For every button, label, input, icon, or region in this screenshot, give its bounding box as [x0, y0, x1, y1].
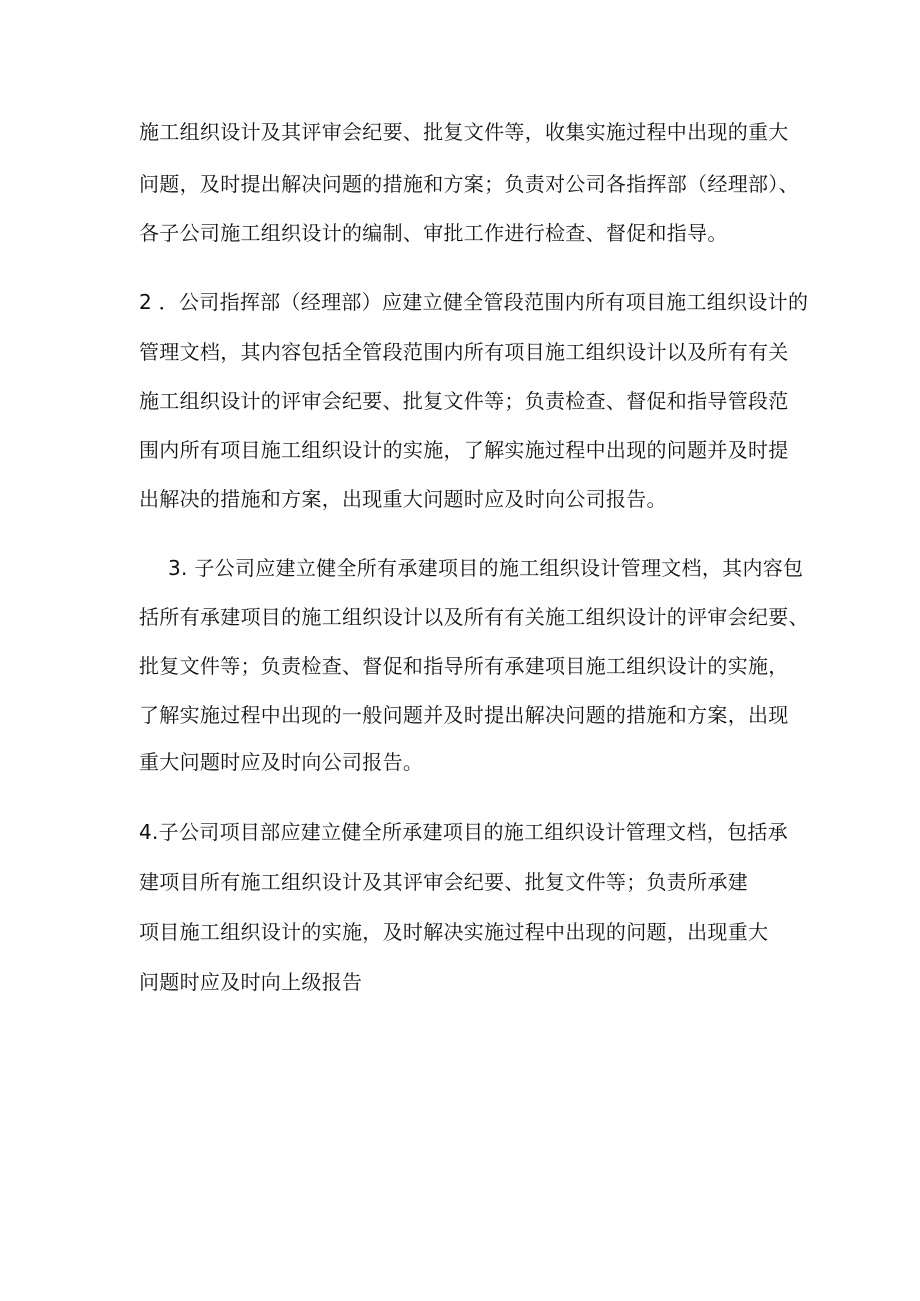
- paragraph-2-line-3: 施工组织设计的评审会纪要、批复文件等；负责检查、督促和指导管段范: [139, 389, 789, 413]
- paragraph-1-line-3: 各子公司施工组织设计的编制、审批工作进行检查、督促和指导。: [139, 221, 728, 245]
- paragraph-3-line-2: 括所有承建项目的施工组织设计以及所有有关施工组织设计的评审会纪要、: [139, 605, 809, 629]
- paragraph-3-line-4: 了解实施过程中出现的一般问题并及时提出解决问题的措施和方案，出现: [139, 703, 789, 727]
- paragraph-3-line-3: 批复文件等；负责检查、督促和指导所有承建项目施工组织设计的实施，: [139, 654, 789, 678]
- paragraph-4-line-4: 问题时应及时向上级报告: [139, 970, 363, 994]
- paragraph-1-line-1: 施工组织设计及其评审会纪要、批复文件等，收集实施过程中出现的重大: [139, 120, 789, 144]
- paragraph-4-line-2: 建项目所有施工组织设计及其评审会纪要、批复文件等；负责所承建: [139, 870, 748, 894]
- paragraph-4-line-1: 4.子公司项目部应建立健全所承建项目的施工组织设计管理文档，包括承: [139, 820, 788, 844]
- paragraph-2-line-2: 管理文档，其内容包括全管段范围内所有项目施工组织设计以及所有有关: [139, 340, 789, 364]
- paragraph-3-line-1: 3. 子公司应建立健全所有承建项目的施工组织设计管理文档，其内容包: [168, 556, 804, 580]
- paragraph-2-line-5: 出解决的措施和方案，出现重大问题时应及时向公司报告。: [139, 487, 667, 511]
- paragraph-3-line-5: 重大问题时应及时向公司报告。: [139, 750, 424, 774]
- paragraph-1-line-2: 问题，及时提出解决问题的措施和方案；负责对公司各指挥部（经理部）、: [139, 172, 799, 196]
- paragraph-2-line-1: 2 ．公司指挥部（经理部）应建立健全管段范围内所有项目施工组织设计的: [139, 290, 809, 314]
- paragraph-2-line-4: 围内所有项目施工组织设计的实施，了解实施过程中出现的问题并及时提: [139, 438, 789, 462]
- paragraph-4-line-3: 项目施工组织设计的实施，及时解决实施过程中出现的问题，出现重大: [139, 920, 769, 944]
